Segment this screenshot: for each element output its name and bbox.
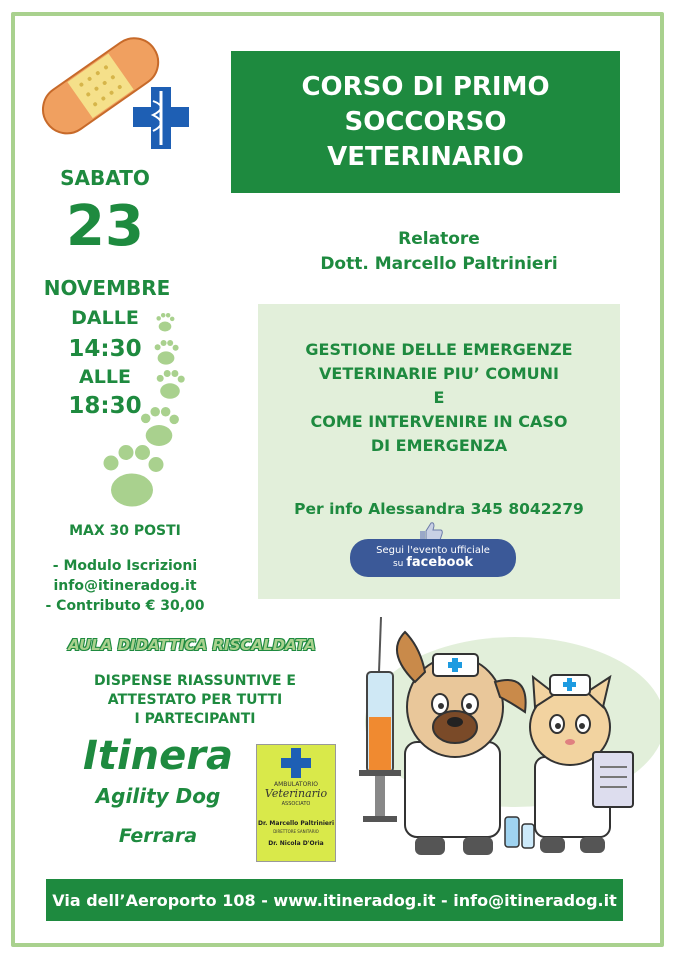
clinic-doctor-2: Dr. Nicola D'Orìa bbox=[268, 840, 324, 847]
contact-info: Per info Alessandra 345 8042279 bbox=[294, 500, 584, 518]
medical-cross-icon bbox=[131, 83, 191, 153]
title-line-2: SOCCORSO bbox=[344, 106, 507, 137]
registration-email[interactable]: info@itineradog.it bbox=[53, 578, 197, 594]
max-seats: MAX 30 POSTI bbox=[69, 523, 181, 539]
day-number: 23 bbox=[66, 194, 144, 259]
vet-dog-and-cat-illustration bbox=[345, 612, 660, 867]
topic-line-4: COME INTERVENIRE IN CASO bbox=[310, 412, 568, 431]
facebook-button-prefix: su bbox=[392, 559, 404, 569]
title-box bbox=[231, 51, 620, 193]
handouts-line-3: I PARTECIPANTI bbox=[134, 711, 256, 727]
clinic-doctor-1-role: DIRETTORE SANITARIO bbox=[273, 829, 319, 834]
title-line-1: CORSO DI PRIMO bbox=[301, 71, 550, 102]
handouts-text bbox=[60, 672, 330, 729]
speaker-name: Dott. Marcello Paltrinieri bbox=[320, 254, 558, 274]
title-line-3: VETERINARIO bbox=[327, 141, 524, 172]
facebook-logo-text: facebook bbox=[406, 555, 474, 570]
clinic-line-3: ASSOCIATO bbox=[281, 801, 311, 807]
handouts-line-1: DISPENSE RIASSUNTIVE E bbox=[93, 673, 296, 689]
brand-subtitle: Agility Dog bbox=[95, 784, 221, 808]
topic-line-3: E bbox=[433, 388, 445, 407]
heated-room-banner: AULA DIDATTICA RISCALDATA bbox=[68, 636, 316, 654]
topic-line-1: GESTIONE DELLE EMERGENZE bbox=[305, 340, 573, 359]
speaker-label: Relatore bbox=[398, 229, 480, 249]
topic-line-2: VETERINARIE PIU’ COMUNI bbox=[319, 364, 559, 383]
paw-prints-icon bbox=[98, 305, 198, 510]
topic-line-5: DI EMERGENZA bbox=[370, 436, 508, 455]
facebook-event-button[interactable] bbox=[350, 539, 516, 577]
clinic-cross-icon bbox=[281, 748, 311, 778]
registration-line-1: - Modulo Iscrizioni bbox=[52, 558, 198, 574]
facebook-button-line2 bbox=[350, 556, 516, 571]
clinic-line-1: AMBULATORIO bbox=[274, 781, 318, 788]
to-label: ALLE bbox=[79, 366, 131, 388]
from-time: 14:30 bbox=[68, 336, 142, 362]
day-name: SABATO bbox=[60, 166, 150, 190]
clinic-logo bbox=[256, 744, 336, 862]
facebook-button-line1: Segui l'evento ufficiale bbox=[376, 545, 490, 556]
clinic-doctor-1: Dr. Marcello Paltrinieri bbox=[257, 820, 335, 827]
registration-info bbox=[20, 556, 230, 616]
month: NOVEMBRE bbox=[43, 276, 171, 300]
to-time: 18:30 bbox=[68, 393, 142, 419]
handouts-line-2: ATTESTATO PER TUTTI bbox=[107, 692, 283, 708]
clinic-line-2: Veterinario bbox=[264, 787, 328, 800]
from-label: DALLE bbox=[71, 307, 139, 329]
footer-bar bbox=[46, 879, 623, 921]
brand-city: Ferrara bbox=[118, 825, 198, 847]
footer-contacts: Via dell’Aeroporto 108 - www.itineradog.it - info@itineradog.it bbox=[52, 890, 617, 910]
registration-fee: - Contributo € 30,00 bbox=[45, 598, 205, 614]
topics-text bbox=[258, 338, 620, 458]
brand-name: Itinera bbox=[82, 733, 234, 779]
